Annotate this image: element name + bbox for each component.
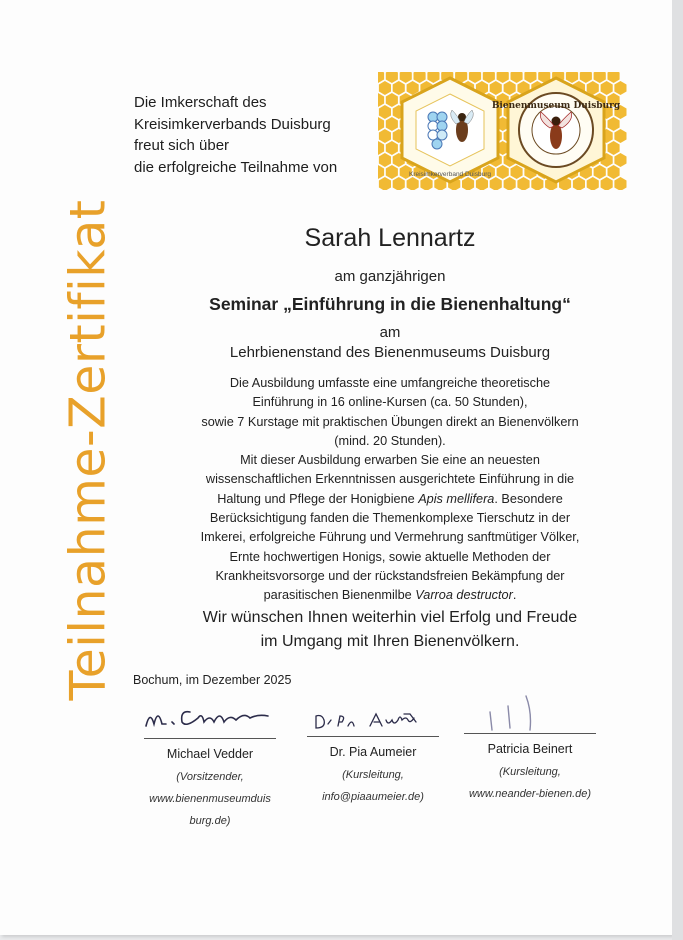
honeycomb-cell-icon	[393, 81, 405, 95]
honeycomb-cell-icon	[490, 177, 502, 190]
description-line: Imkerei, erfolgreiche Führung und Vermehrung sanftmütiger Völker,	[200, 530, 580, 545]
honeycomb-cell-icon	[378, 72, 384, 83]
honeycomb-cell-icon	[483, 72, 495, 83]
honeycomb-cell-icon	[497, 72, 509, 83]
course-duration-line: am ganzjährigen	[334, 268, 446, 285]
honeycomb-cell-icon	[378, 141, 384, 155]
signatory-aumeier	[288, 736, 458, 808]
honeycomb-cell-icon	[414, 72, 426, 83]
honeycomb-cell-icon	[531, 177, 543, 190]
honeycomb-cell-icon	[407, 177, 419, 190]
venue-line: Lehrbienenstand des Bienenmuseums Duisburg	[229, 344, 551, 361]
honeycomb-cell-icon	[594, 165, 606, 179]
honeycomb-cell-icon	[614, 81, 626, 95]
description-text: .	[512, 588, 517, 603]
description-text: . Besondere	[494, 491, 563, 506]
description-line: Die Ausbildung umfasste eine umfangreiche theoretische	[229, 376, 551, 390]
signatory-contact: www.neander-bienen.de)	[468, 788, 592, 800]
certificate-title: Teilnahme-Zertifikat	[59, 199, 117, 701]
honeycomb-cell-icon	[608, 141, 620, 155]
closing-wish	[120, 606, 660, 654]
signatory-role: (Vorsitzender,	[176, 771, 244, 783]
honeycomb-cell-icon	[386, 93, 398, 107]
connector-line: am	[379, 324, 401, 341]
honeycomb-cell-icon	[378, 165, 384, 179]
participant-name: Sarah Lennartz	[304, 224, 476, 252]
honeycomb-logo-icon	[378, 72, 630, 190]
species-name: Varroa destructor	[415, 588, 513, 603]
honeycomb-cell-icon	[386, 117, 398, 131]
honeycomb-cell-icon	[566, 72, 578, 83]
honeycomb-cell-icon	[511, 72, 523, 83]
honeycomb-cell-icon	[608, 117, 620, 131]
left-logo-ring-text: Kreisimkerverband Duisburg	[408, 171, 492, 178]
association-logos	[378, 72, 630, 190]
scan-edge	[672, 0, 683, 940]
description-line: Ernte hochwertigen Honigs, sowie aktuelle Methoden der	[229, 549, 551, 564]
honeycomb-cell-icon	[497, 165, 509, 179]
signatory-name: Michael Vedder	[166, 747, 254, 761]
honeycomb-cell-icon	[393, 177, 405, 190]
honeycomb-cell-icon	[400, 72, 412, 83]
signatory-name: Patricia Beinert	[487, 742, 573, 756]
honeycomb-cell-icon	[614, 177, 626, 190]
honeycomb-cell-icon	[427, 72, 439, 83]
seminar-title: Seminar „Einführung in die Bienenhaltung“	[209, 294, 571, 314]
place-date: Bochum, im Dezember 2025	[133, 673, 292, 687]
description-line: wissenschaftlichen Erkenntnissen ausgerichtete Einführung in die	[205, 472, 575, 487]
signatory-contact: burg.de)	[189, 815, 231, 827]
honeycomb-cell-icon	[614, 129, 626, 143]
honeycomb-cell-icon	[608, 165, 620, 179]
description-line: Krankheitsvorsorge und der rückstandsfreien Bekämpfung der	[215, 568, 565, 583]
honeycomb-cell-icon	[386, 72, 398, 83]
description-line: Einführung in 16 online-Kursen (ca. 50 Stunden),	[252, 395, 528, 410]
intro-text	[134, 92, 337, 178]
honeycomb-cell-icon	[379, 153, 391, 167]
honeycomb-cell-icon	[379, 129, 391, 143]
description-line: Berücksichtigung fanden die Themenkomplexe Tierschutz in der	[209, 511, 571, 526]
intro-line: freut sich über	[134, 137, 230, 154]
honeycomb-cell-icon	[580, 72, 592, 83]
signatory-role: (Kursleitung,	[342, 769, 404, 781]
signatory-contact: info@piaaumeier.de)	[322, 791, 424, 803]
wish-line: im Umgang mit Ihren Bienenvölkern.	[260, 633, 520, 650]
intro-line: Kreisimkerverbands Duisburg	[134, 115, 331, 133]
signature-line	[307, 736, 439, 737]
signatory-name: Dr. Pia Aumeier	[329, 745, 417, 759]
intro-line: die erfolgreiche Teilnahme von	[134, 158, 338, 176]
signature-beinert	[482, 690, 552, 734]
honeycomb-cell-icon	[587, 177, 599, 190]
signatory-contact: www.bienenmuseumduis	[149, 793, 271, 805]
honeycomb-cell-icon	[614, 153, 626, 167]
honeycomb-cell-icon	[524, 72, 536, 83]
course-description	[120, 374, 660, 606]
honeycomb-cell-icon	[420, 177, 432, 190]
honeycomb-cell-icon	[378, 93, 384, 107]
description-text: Haltung und Pflege der Honigbiene	[217, 491, 419, 506]
honeycomb-cell-icon	[573, 177, 585, 190]
honeycomb-cell-icon	[517, 177, 529, 190]
honeycomb-cell-icon	[608, 72, 620, 83]
signature-vedder	[140, 700, 280, 734]
description-line	[120, 586, 660, 605]
signatory-role: (Kursleitung,	[499, 766, 561, 778]
honeycomb-cell-icon	[511, 165, 523, 179]
intro-line: Die Imkerschaft des	[134, 94, 267, 111]
signature-aumeier	[312, 706, 432, 732]
honeycomb-cell-icon	[379, 105, 391, 119]
honeycomb-cell-icon	[379, 177, 391, 190]
right-logo-ring-text: Bienenmuseum Duisburg	[491, 101, 621, 111]
signatory-vedder	[125, 738, 295, 832]
wish-line: Wir wünschen Ihnen weiterhin viel Erfolg und Freude	[202, 609, 578, 626]
species-name: Apis mellifera	[418, 491, 495, 506]
honeycomb-cell-icon	[386, 165, 398, 179]
description-line	[120, 490, 660, 509]
honeycomb-cell-icon	[601, 177, 613, 190]
description-text: parasitischen Bienenmilbe	[263, 588, 416, 603]
description-line: (mind. 20 Stunden).	[334, 433, 446, 448]
honeycomb-cell-icon	[504, 81, 516, 95]
honeycomb-cell-icon	[490, 81, 502, 95]
honeycomb-cell-icon	[469, 72, 481, 83]
description-line: Mit dieser Ausbildung erwarben Sie eine an neuesten	[240, 453, 540, 468]
description-line: sowie 7 Kurstage mit praktischen Übungen direkt an Bienenvölkern	[201, 414, 579, 429]
signatory-beinert	[445, 733, 615, 805]
honeycomb-cell-icon	[476, 177, 488, 190]
honeycomb-cell-icon	[601, 81, 613, 95]
honeycomb-cell-icon	[378, 117, 384, 131]
honeycomb-cell-icon	[462, 177, 474, 190]
signature-line	[144, 738, 276, 739]
signature-line	[464, 733, 596, 734]
honeycomb-cell-icon	[594, 72, 606, 83]
honeycomb-cell-icon	[504, 177, 516, 190]
honeycomb-cell-icon	[379, 81, 391, 95]
honeycomb-cell-icon	[386, 141, 398, 155]
